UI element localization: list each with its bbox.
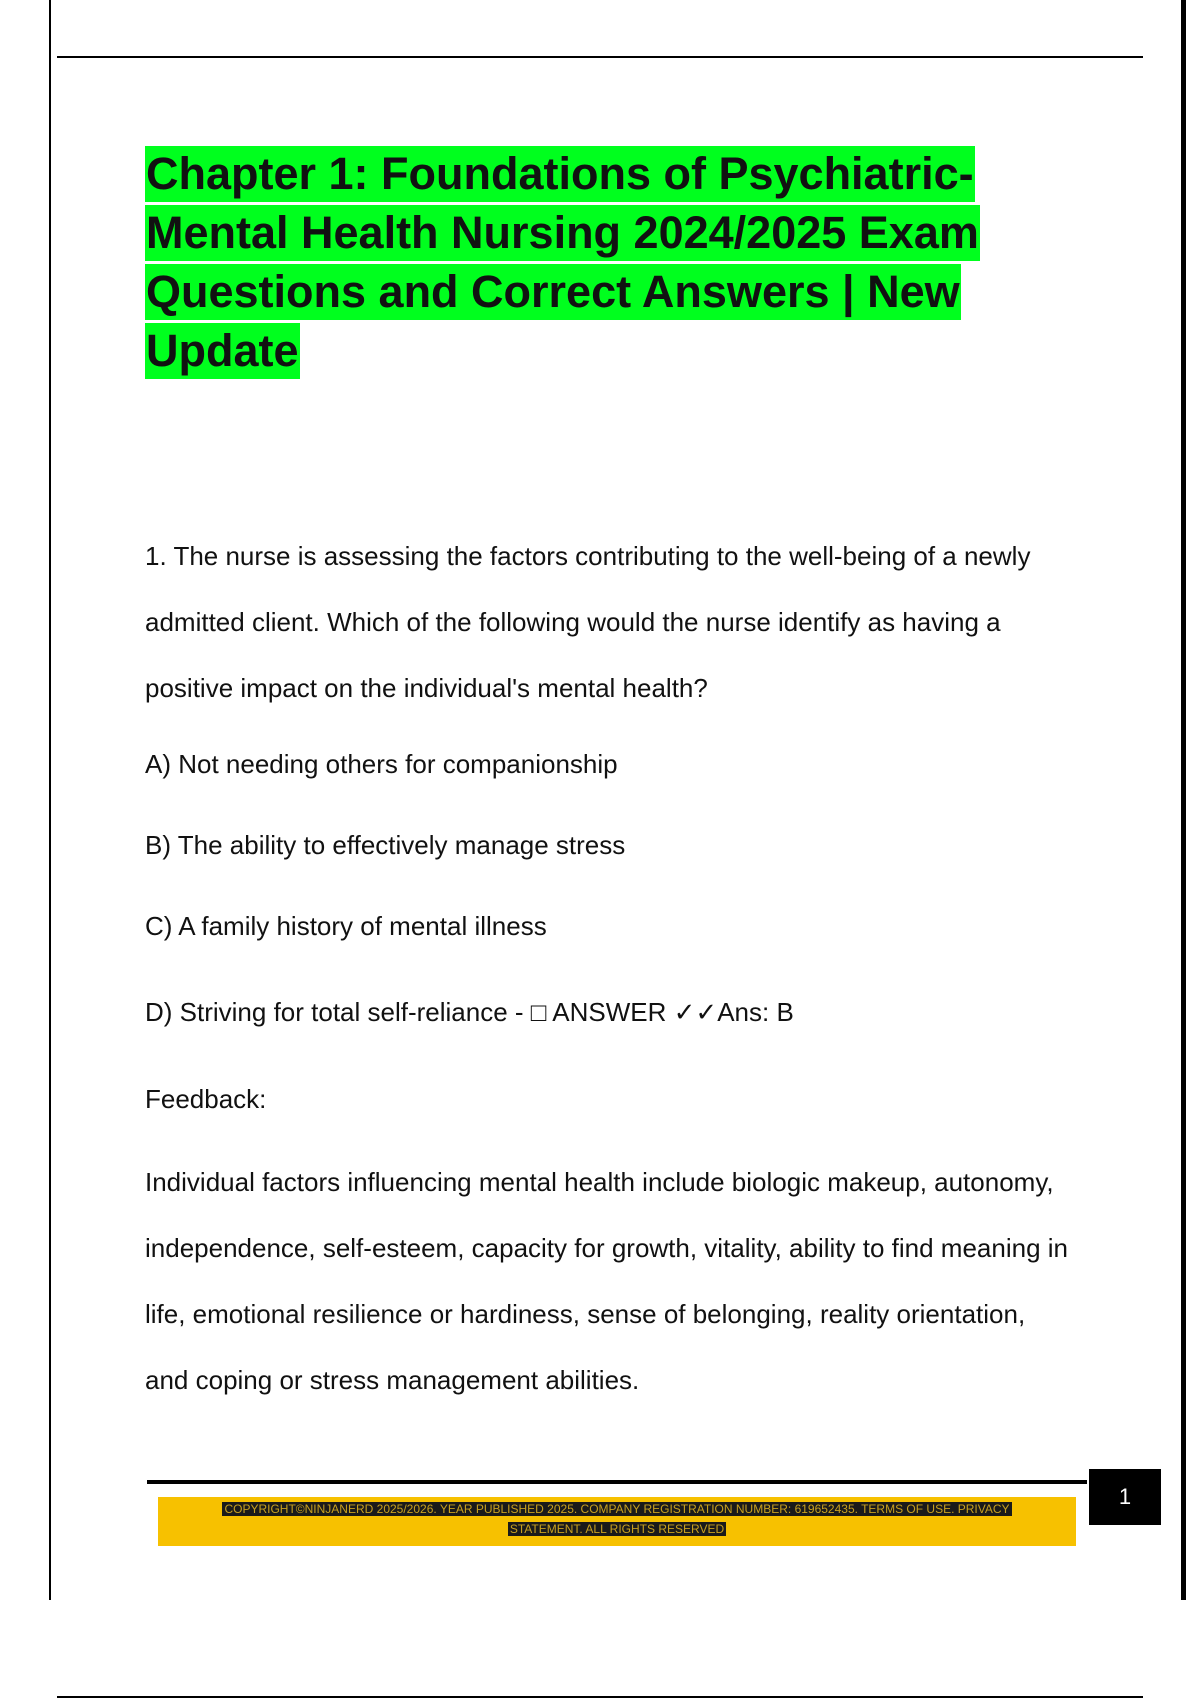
feedback-label: Feedback:: [145, 1084, 267, 1114]
title-line-3: Questions and Correct Answers | New: [145, 264, 961, 320]
document-title: [145, 146, 1045, 382]
title-line-1: Chapter 1: Foundations of Psychiatric-: [145, 146, 975, 202]
page-right-border: [1181, 0, 1186, 1600]
next-page-rule: [57, 1696, 1143, 1698]
option-d-answer: D) Striving for total self-reliance - □ ANSWER ✓✓Ans: B: [145, 997, 794, 1027]
option-a: A) Not needing others for companionship: [145, 749, 618, 779]
feedback-text: Individual factors influencing mental health include biologic makeup, autonomy, independence, self-esteem, capacity for growth, vitality, ability to find meaning in life, emotional resilience or hardiness, sense of belonging, reality orientation, and coping or stress management abilities.: [145, 1167, 1068, 1395]
page-number: 1: [1089, 1469, 1161, 1525]
question-text: 1. The nurse is assessing the factors contributing to the well-being of a newly admitted client. Which of the following would the nurse identify as having a positive impact on the individual's mental health?: [145, 541, 1031, 703]
option-b: B) The ability to effectively manage stress: [145, 830, 626, 860]
option-c: C) A family history of mental illness: [145, 911, 547, 941]
copyright-footer: [158, 1497, 1076, 1546]
footer-rule: [147, 1480, 1087, 1484]
title-line-4: Update: [145, 323, 300, 379]
page-left-border: [49, 0, 51, 1600]
copyright-line-1: COPYRIGHT©NINJANERD 2025/2026. YEAR PUBLISHED 2025. COMPANY REGISTRATION NUMBER: 619652435. TERMS OF USE. PRIVACY: [224, 1502, 1010, 1516]
header-rule: [57, 56, 1143, 58]
copyright-line-2: STATEMENT. ALL RIGHTS RESERVED: [509, 1522, 725, 1536]
title-line-2: Mental Health Nursing 2024/2025 Exam: [145, 205, 980, 261]
